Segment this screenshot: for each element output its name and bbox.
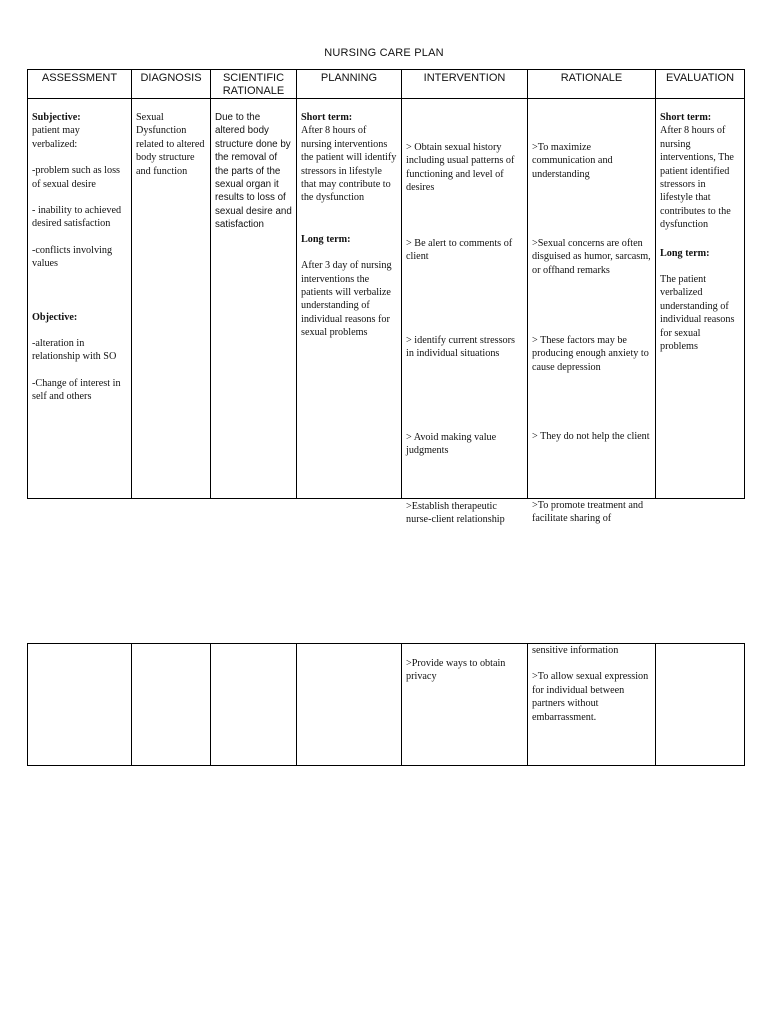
assessment-item: -problem such as loss of sexual desire bbox=[32, 165, 120, 190]
rationale-cell-continued bbox=[528, 644, 656, 766]
intervention-cell bbox=[402, 99, 528, 526]
evaluation-long-text: The patient verbalized understanding of individual reasons for sexual problems bbox=[660, 274, 735, 353]
assessment-cell-continued bbox=[28, 644, 132, 766]
assessment-item: -conflicts involving values bbox=[32, 244, 113, 270]
diagnosis-text: Sexual Dysfunction related to altered body structure and function bbox=[136, 112, 205, 177]
rationale-item: >To allow sexual expression for individual between partners without embarrassment. bbox=[532, 671, 649, 723]
diagnosis-cell bbox=[132, 99, 211, 499]
scientific-rationale-cell-continued bbox=[211, 644, 297, 766]
rationale-item: > These factors may be producing enough anxiety to cause depression bbox=[532, 335, 649, 373]
planning-cell bbox=[297, 99, 402, 499]
rationale-item: >To maximize communication and understanding bbox=[532, 142, 613, 180]
planning-cell-continued bbox=[297, 644, 402, 766]
header-row bbox=[28, 70, 745, 99]
assessment-cell bbox=[28, 99, 132, 499]
evaluation-short-label: Short term: bbox=[660, 112, 712, 123]
care-plan-table bbox=[27, 69, 745, 526]
rationale-item: > They do not help the client bbox=[532, 431, 650, 442]
intervention-item: > identify current stressors in individual situations bbox=[406, 335, 516, 360]
header-diagnosis: DIAGNOSIS bbox=[132, 70, 211, 99]
header-assessment: ASSESSMENT bbox=[28, 70, 132, 99]
intervention-item: >Provide ways to obtain privacy bbox=[406, 658, 506, 683]
assessment-item: - inability to achieved desired satisfaction bbox=[32, 205, 122, 230]
care-plan-table-continued bbox=[27, 643, 745, 766]
rationale-continued-text: sensitive information bbox=[532, 645, 619, 656]
header-evaluation: EVALUATION bbox=[656, 70, 745, 99]
rationale-item: >Sexual concerns are often disguised as humor, sarcasm, or offhand remarks bbox=[532, 238, 651, 276]
header-intervention: INTERVENTION bbox=[402, 70, 528, 99]
intervention-item: >Establish therapeutic nurse-client relationship bbox=[406, 501, 505, 526]
evaluation-long-label: Long term: bbox=[660, 247, 710, 259]
evaluation-cell-continued bbox=[656, 644, 745, 766]
intervention-item: > Be alert to comments of client bbox=[406, 238, 513, 263]
planning-short-label: Short term: bbox=[301, 112, 353, 123]
header-planning: PLANNING bbox=[297, 70, 402, 99]
evaluation-cell bbox=[656, 99, 745, 499]
objective-item: -Change of interest in self and others bbox=[32, 377, 121, 403]
intervention-item: > Avoid making value judgments bbox=[406, 432, 497, 457]
continued-row bbox=[28, 644, 745, 766]
content-row bbox=[28, 99, 745, 499]
subjective-label: Subjective: bbox=[32, 112, 81, 123]
rationale-item: >To promote treatment and facilitate sharing of bbox=[532, 500, 644, 525]
header-scientific-rationale: SCIENTIFIC RATIONALE bbox=[211, 70, 297, 99]
intervention-item: > Obtain sexual history including usual patterns of functioning and level of desires bbox=[406, 142, 515, 194]
planning-short-text: After 8 hours of nursing interventions the patient will identify stressors in lifestyle that may contribute to the dysfunction bbox=[301, 125, 397, 204]
intervention-cell-continued bbox=[402, 644, 528, 766]
header-rationale: RATIONALE bbox=[528, 70, 656, 99]
page-title: NURSING CARE PLAN bbox=[324, 47, 444, 59]
scientific-rationale-text: Due to the altered body structure done by the removal of the parts of the sexual organ it results to loss of sexual desire and satisfaction bbox=[215, 112, 292, 231]
evaluation-short-text: After 8 hours of nursing interventions, The patient identified stressors in lifestyle that contributes to the dysfunction bbox=[660, 125, 734, 231]
scientific-rationale-cell bbox=[211, 99, 297, 499]
rationale-cell bbox=[528, 99, 656, 525]
planning-long-label: Long term: bbox=[301, 233, 351, 245]
objective-label: Objective: bbox=[32, 311, 78, 323]
planning-long-text: After 3 day of nursing interventions the patients will verbalize understanding of individual reasons for sexual problems bbox=[301, 260, 392, 339]
diagnosis-cell-continued bbox=[132, 644, 211, 766]
objective-item: -alteration in relationship with SO bbox=[32, 338, 117, 363]
subjective-intro: patient may verbalized: bbox=[32, 125, 80, 150]
